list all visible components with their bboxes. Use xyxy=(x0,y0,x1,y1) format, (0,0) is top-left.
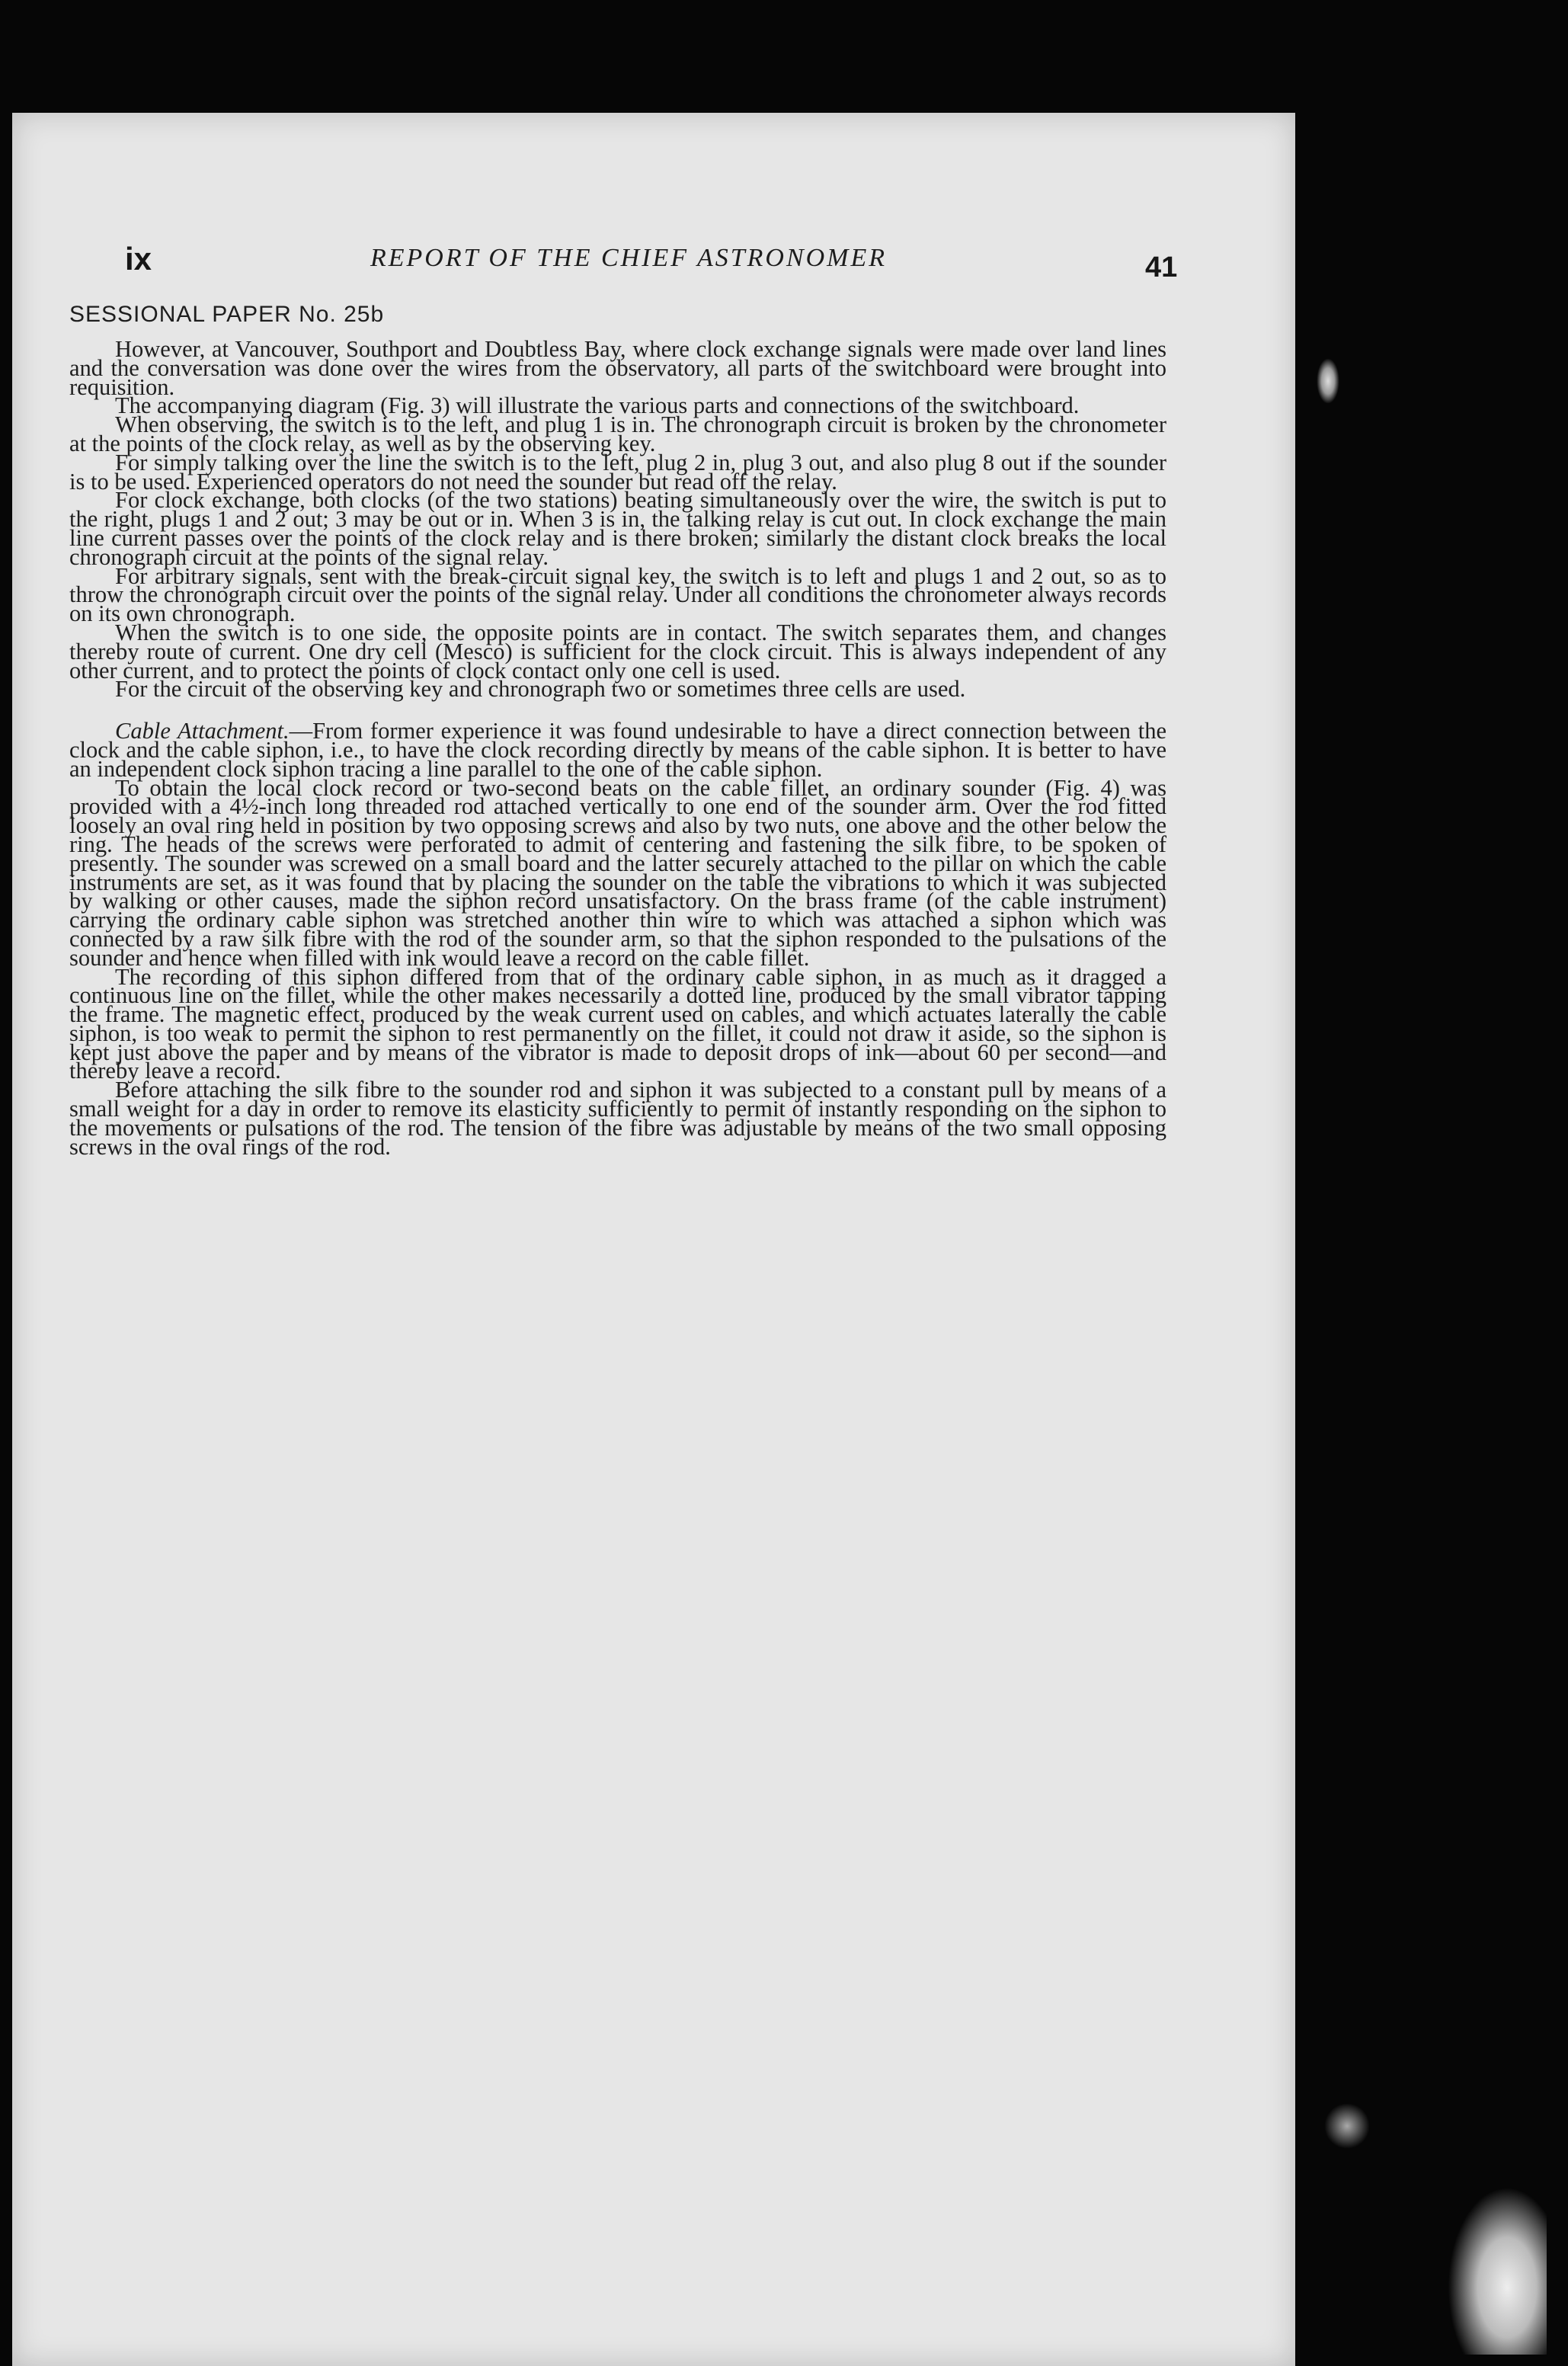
paragraph: For clock exchange, both clocks (of the two stations) beating simultaneously over the wire, the switch is put to the right, plugs 1 and 2 out; 3 may be out or in. When 3 is in, the talking relay is cut out. In clock exchange the main line current passes over the points of the clock relay and is there broken; similarly the distant clock breaks the local chronograph circuit at the points of the signal relay. xyxy=(69,487,1166,570)
sessional-paper-label: SESSIONAL PAPER No. 25b xyxy=(69,302,385,327)
paragraph: To obtain the local clock record or two-second beats on the cable fillet, an ordinary sounder (Fig. 4) was provided with a 4½-inch long threaded rod attached vertically to one end of the sounder arm. Over the rod fitted loosely an oval ring held in position by two opposing screws and also by two nuts, one above and the other below the ring. The heads of the screws were perforated to admit of centering and fastening the silk fibre, to be spoken of presently. The sounder was screwed on a small board and the latter securely attached to the pillar on which the cable instruments are set, as it was found that by placing the sounder on the table the vibrations to which it was subjected by walking or other causes, made the siphon record unsatisfactory. On the brass frame (of the cable instrument) carrying the ordinary cable siphon was stretched another thin wire to which was attached a siphon which was connected by a raw silk fibre with the rod of the sounder arm, so that the siphon responded to the pulsations of the sounder and hence when filled with ink would leave a record on the cable fillet. xyxy=(69,774,1166,971)
paragraph: However, at Vancouver, Southport and Doubtless Bay, where clock exchange signals were made over land lines and the conversation was done over the wires from the observatory, all parts of the switchboard were brought into requisition. xyxy=(69,336,1166,400)
paragraph: For simply talking over the line the switch is to the left, plug 2 in, plug 3 out, and also plug 8 out if the sounder is to be used. Experienced operators do not need the sounder but read off the relay. xyxy=(69,449,1166,495)
paragraph: The recording of this siphon differed from that of the ordinary cable siphon, in as much as it dragged a continuous line on the fillet, while the other makes necessarily a dotted line, produced by the small vibrator tapping the frame. The magnetic effect, produced by the weak current used on cables, and which actuates laterally the cable siphon, is too weak to permit the siphon to rest permanently on the fillet, it could not draw it aside, so the siphon is kept just above the paper and by means of the vibrator is made to deposit drops of ink—about 60 per second—and thereby leave a record. xyxy=(69,963,1166,1084)
paragraph: The accompanying diagram (Fig. 3) will illustrate the various parts and connections of the switchboard. xyxy=(115,392,1080,419)
body-text xyxy=(69,336,1166,1160)
document-page xyxy=(12,113,1295,2366)
side-heading: Cable Attachment. xyxy=(115,718,290,744)
scan-speck xyxy=(1448,2187,1547,2355)
paragraph: When the switch is to one side, the opposite points are in contact. The switch separates them, and changes thereby route of current. One dry cell (Mesco) is sufficient for the clock circuit. This is always independent of any other current, and to protect the points of clock contact only one cell is used. xyxy=(69,619,1166,684)
paragraph: For arbitrary signals, sent with the break-circuit signal key, the switch is to left and plugs 1 and 2 out, so as to throw the chronograph circuit over the points of the signal relay. Under all conditions the chronometer always records on its own chronograph. xyxy=(69,562,1166,627)
paragraph: When observing, the switch is to the left, and plug 1 is in. The chronograph circuit is broken by the chronometer at the points of the clock relay, as well as by the observing key. xyxy=(69,411,1166,456)
scan-speck xyxy=(1324,2103,1370,2149)
paragraph: Before attaching the silk fibre to the sounder rod and siphon it was subjected to a constant pull by means of a small weight for a day in order to remove its elasticity sufficiently to permit of instantly responding on the siphon to the movements or pulsations of the rod. The tension of the fibre was adjustable by means of the two small opposing screws in the oval rings of the rod. xyxy=(69,1077,1166,1160)
cable-attachment-paragraph xyxy=(69,718,1166,782)
paragraph-text: —From former experience it was found undesirable to have a direct connection between the clock and the cable siphon, i.e., to have the clock recording directly by means of the cable siphon. It is better to have an independent clock siphon tracing a line parallel to the one of the cable siphon. xyxy=(69,718,1166,782)
scan-speck xyxy=(1317,358,1339,404)
page-header xyxy=(12,241,1295,287)
running-title: REPORT OF THE CHIEF ASTRONOMER xyxy=(370,244,888,272)
section-number: ix xyxy=(125,241,152,277)
paragraph: For the circuit of the observing key and chronograph two or sometimes three cells are used. xyxy=(115,676,966,703)
page-number: 41 xyxy=(1145,251,1178,283)
